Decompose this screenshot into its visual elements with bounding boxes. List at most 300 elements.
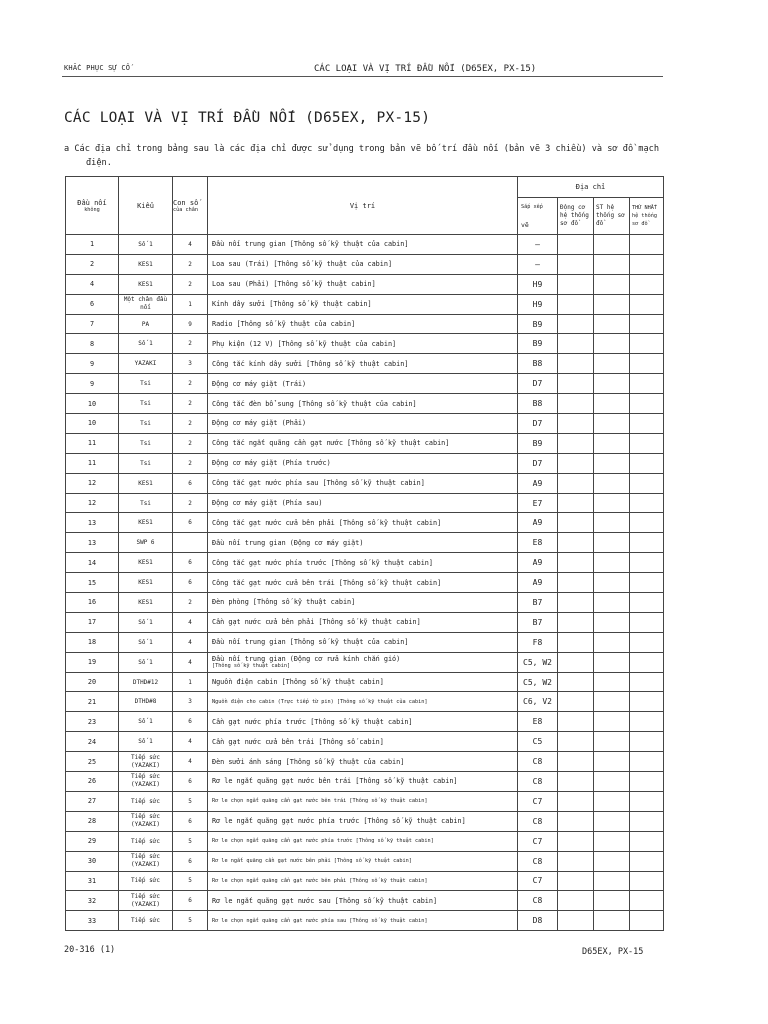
connector-type-cell: Tsi (119, 493, 173, 513)
location-line-2: [Thông số kỹ thuật cabin] (212, 663, 291, 670)
pin-count-cell: 4 (173, 235, 208, 255)
pin-count-cell: 2 (173, 334, 208, 354)
misc-address-cell (630, 831, 664, 851)
table-row (66, 473, 664, 493)
connector-no-cell: 12 (66, 493, 119, 513)
header-address: Địa chỉ (518, 177, 664, 198)
connector-type-cell: KES1 (119, 513, 173, 533)
st-address-cell (594, 394, 630, 414)
misc-address-cell (630, 811, 664, 831)
connector-no-cell: 18 (66, 632, 119, 652)
connector-no-cell: 32 (66, 891, 119, 911)
location-cell: Đầu nối trung gian [Thông số kỹ thuật của cabin] (208, 235, 518, 255)
misc-address-cell (630, 791, 664, 811)
engine-address-cell (558, 553, 594, 573)
layout-address-cell: A9 (518, 513, 558, 533)
misc-address-cell (630, 752, 664, 772)
st-address-cell (594, 732, 630, 752)
connector-no-cell: 10 (66, 394, 119, 414)
st-address-cell (594, 911, 630, 931)
pin-count-cell: 4 (173, 612, 208, 632)
running-header-section: KHẮC PHỤC SỰ CỐ (64, 64, 131, 72)
location-cell: Đầu nối trung gian (Động cơ máy giặt) (208, 533, 518, 553)
location-cell: Rơ le chọn ngắt quãng cần gạt nước bên trái [Thông số kỹ thuật cabin] (208, 791, 518, 811)
engine-address-cell (558, 533, 594, 553)
layout-address-cell: — (518, 235, 558, 255)
st-address-cell (594, 453, 630, 473)
connector-no-cell: 11 (66, 433, 119, 453)
connector-no-cell: 26 (66, 772, 119, 792)
connector-no-cell: 15 (66, 573, 119, 593)
connector-type-cell: KES1 (119, 553, 173, 573)
table-row (66, 513, 664, 533)
connector-no-cell: 13 (66, 513, 119, 533)
location-cell: Cần gạt nước cửa bên trái [Thông số cabin] (208, 732, 518, 752)
engine-address-cell (558, 891, 594, 911)
st-address-cell (594, 493, 630, 513)
location-cell: Rơ le ngắt quãng gạt nước sau [Thông số kỹ thuật cabin] (208, 891, 518, 911)
connector-no-cell: 33 (66, 911, 119, 931)
engine-address-cell (558, 354, 594, 374)
layout-address-cell: C7 (518, 791, 558, 811)
layout-address-cell: E7 (518, 493, 558, 513)
misc-address-cell (630, 394, 664, 414)
engine-address-cell (558, 692, 594, 712)
engine-address-cell (558, 374, 594, 394)
location-cell: Công tắc gạt nước cửa bên trái [Thông số kỹ thuật cabin] (208, 573, 518, 593)
pin-count-cell: 2 (173, 593, 208, 613)
st-address-cell (594, 692, 630, 712)
st-address-cell (594, 632, 630, 652)
engine-address-cell (558, 612, 594, 632)
connector-type-cell: Số 1 (119, 712, 173, 732)
footer-model: D65EX, PX-15 (582, 947, 644, 957)
table-row (66, 851, 664, 871)
location-cell: Kính dây sưởi [Thông số kỹ thuật cabin] (208, 294, 518, 314)
pin-count-cell: 6 (173, 772, 208, 792)
table-row (66, 791, 664, 811)
misc-address-cell (630, 274, 664, 294)
pin-count-cell: 6 (173, 513, 208, 533)
connector-no-cell: 24 (66, 732, 119, 752)
header-layout: Sắp xếp vẽ (518, 198, 558, 235)
location-cell: Phụ kiện (12 V) [Thông số kỹ thuật của cabin] (208, 334, 518, 354)
connector-type-cell: DTHD#12 (119, 672, 173, 692)
connector-type-cell: Tsi (119, 433, 173, 453)
engine-address-cell (558, 791, 594, 811)
st-address-cell (594, 414, 630, 434)
table-row (66, 593, 664, 613)
st-address-cell (594, 672, 630, 692)
layout-address-cell: — (518, 254, 558, 274)
running-header-title: CÁC LOẠI VÀ VỊ TRÍ ĐẦU NỐI (D65EX, PX-15) (314, 64, 537, 74)
layout-address-cell: A9 (518, 553, 558, 573)
engine-address-cell (558, 831, 594, 851)
engine-address-cell (558, 851, 594, 871)
misc-address-cell (630, 593, 664, 613)
intro-note (64, 142, 664, 170)
misc-address-cell (630, 672, 664, 692)
st-address-cell (594, 871, 630, 891)
st-address-cell (594, 274, 630, 294)
engine-address-cell (558, 334, 594, 354)
st-address-cell (594, 254, 630, 274)
connector-type-cell: Tiếp sức (119, 871, 173, 891)
connector-no-cell: 8 (66, 334, 119, 354)
location-cell (208, 652, 518, 672)
layout-address-cell: C6, V2 (518, 692, 558, 712)
table-row (66, 553, 664, 573)
layout-address-cell: H9 (518, 294, 558, 314)
header-rule (62, 76, 663, 77)
layout-address-cell: B9 (518, 334, 558, 354)
table-row (66, 294, 664, 314)
st-address-cell (594, 314, 630, 334)
intro-note-line-1: a Các địa chỉ trong bảng sau là các địa chỉ được sử dụng trong bản vẽ bố trí đầu nối (bản vẽ 3 chiều) và sơ đồ mạch (64, 144, 659, 154)
st-address-cell (594, 752, 630, 772)
layout-address-cell: H9 (518, 274, 558, 294)
layout-address-cell: C8 (518, 891, 558, 911)
layout-address-cell: A9 (518, 573, 558, 593)
layout-address-cell: B9 (518, 314, 558, 334)
location-cell: Công tắc ngắt quãng cần gạt nước [Thông số kỹ thuật cabin] (208, 433, 518, 453)
connector-type-cell: Tsi (119, 374, 173, 394)
pin-count-cell: 3 (173, 692, 208, 712)
intro-note-line-2: điện. (86, 158, 112, 168)
misc-address-cell (630, 632, 664, 652)
connector-type-cell: Tiếp sức (YAZAKI) (119, 891, 173, 911)
table-row (66, 453, 664, 473)
layout-address-cell: E8 (518, 712, 558, 732)
pin-count-cell: 2 (173, 254, 208, 274)
connector-type-cell: Tiếp sức (119, 791, 173, 811)
layout-address-cell: B7 (518, 593, 558, 613)
misc-address-cell (630, 314, 664, 334)
layout-address-cell: C8 (518, 851, 558, 871)
engine-address-cell (558, 453, 594, 473)
connector-type-cell: Số 1 (119, 334, 173, 354)
connector-type-cell: YAZAKI (119, 354, 173, 374)
connector-no-cell: 17 (66, 612, 119, 632)
st-address-cell (594, 235, 630, 255)
layout-address-cell: B7 (518, 612, 558, 632)
table-row (66, 414, 664, 434)
misc-address-cell (630, 612, 664, 632)
pin-count-cell: 6 (173, 891, 208, 911)
table-row (66, 692, 664, 712)
connector-type-cell: Số 1 (119, 612, 173, 632)
connector-no-cell: 11 (66, 453, 119, 473)
location-cell: Công tắc kính dây sưởi [Thông số kỹ thuật cabin] (208, 354, 518, 374)
connector-no-cell: 23 (66, 712, 119, 732)
misc-address-cell (630, 433, 664, 453)
header-connector: Đầu nối không (66, 177, 119, 235)
connector-no-cell: 19 (66, 652, 119, 672)
layout-address-cell: C8 (518, 811, 558, 831)
connector-table (65, 176, 664, 931)
connector-no-cell: 13 (66, 533, 119, 553)
connector-type-cell: Tsi (119, 453, 173, 473)
location-cell: Động cơ máy giặt (Phía sau) (208, 493, 518, 513)
table-row (66, 732, 664, 752)
location-cell: Rơ le chọn ngắt quãng cần gạt nước phía sau [Thông số kỹ thuật cabin] (208, 911, 518, 931)
pin-count-cell: 2 (173, 493, 208, 513)
location-cell: Loa sau (Trái) [Thông số kỹ thuật của cabin] (208, 254, 518, 274)
table-row (66, 672, 664, 692)
pin-count-cell: 1 (173, 672, 208, 692)
table-row (66, 891, 664, 911)
header-engine-system: Động cơ hệ thống sơ đồ (558, 198, 594, 235)
layout-address-cell: B9 (518, 433, 558, 453)
pin-count-cell: 2 (173, 274, 208, 294)
connector-type-cell: Tiếp sức (YAZAKI) (119, 772, 173, 792)
connector-no-cell: 29 (66, 831, 119, 851)
connector-type-cell: KES1 (119, 593, 173, 613)
layout-address-cell: C7 (518, 831, 558, 851)
pin-count-cell: 4 (173, 652, 208, 672)
st-address-cell (594, 334, 630, 354)
table-row (66, 493, 664, 513)
location-cell: Động cơ máy giặt (Phía trước) (208, 453, 518, 473)
st-address-cell (594, 831, 630, 851)
connector-no-cell: 6 (66, 294, 119, 314)
location-cell: Công tắc gạt nước phía sau [Thông số kỹ thuật cabin] (208, 473, 518, 493)
misc-address-cell (630, 473, 664, 493)
location-cell: Công tắc gạt nước phía trước [Thông số kỹ thuật cabin] (208, 553, 518, 573)
pin-count-cell: 2 (173, 374, 208, 394)
misc-address-cell (630, 493, 664, 513)
engine-address-cell (558, 294, 594, 314)
engine-address-cell (558, 811, 594, 831)
st-address-cell (594, 612, 630, 632)
connector-type-cell: Tiếp sức (119, 831, 173, 851)
location-cell: Công tắc gạt nước cửa bên phải [Thông số kỹ thuật cabin] (208, 513, 518, 533)
location-cell: Động cơ máy giặt (Trái) (208, 374, 518, 394)
connector-type-cell: Số 1 (119, 235, 173, 255)
connector-no-cell: 25 (66, 752, 119, 772)
table-row (66, 374, 664, 394)
pin-count-cell: 2 (173, 433, 208, 453)
table-row (66, 811, 664, 831)
connector-type-cell: KES1 (119, 573, 173, 593)
header-st-system: ST hệ thống sơ đồ (594, 198, 630, 235)
location-cell: Loa sau (Phải) [Thông số kỹ thuật cabin] (208, 274, 518, 294)
table-row (66, 632, 664, 652)
connector-no-cell: 21 (66, 692, 119, 712)
table-row (66, 871, 664, 891)
misc-address-cell (630, 513, 664, 533)
pin-count-cell: 2 (173, 414, 208, 434)
layout-address-cell: D8 (518, 911, 558, 931)
connector-type-cell: PA (119, 314, 173, 334)
misc-address-cell (630, 652, 664, 672)
engine-address-cell (558, 652, 594, 672)
st-address-cell (594, 712, 630, 732)
misc-address-cell (630, 732, 664, 752)
misc-address-cell (630, 453, 664, 473)
page-number: 20-316 (1) (64, 945, 116, 955)
engine-address-cell (558, 493, 594, 513)
engine-address-cell (558, 314, 594, 334)
misc-address-cell (630, 294, 664, 314)
misc-address-cell (630, 235, 664, 255)
table-row (66, 314, 664, 334)
connector-no-cell: 28 (66, 811, 119, 831)
st-address-cell (594, 652, 630, 672)
connector-type-cell: KES1 (119, 473, 173, 493)
pin-count-cell: 6 (173, 811, 208, 831)
st-address-cell (594, 374, 630, 394)
misc-address-cell (630, 414, 664, 434)
connector-no-cell: 4 (66, 274, 119, 294)
table-row (66, 334, 664, 354)
location-cell: Cần gạt nước cửa bên phải [Thông số kỹ thuật cabin] (208, 612, 518, 632)
engine-address-cell (558, 593, 594, 613)
table-row (66, 354, 664, 374)
pin-count-cell: 5 (173, 791, 208, 811)
connector-no-cell: 2 (66, 254, 119, 274)
layout-address-cell: D7 (518, 414, 558, 434)
engine-address-cell (558, 752, 594, 772)
layout-address-cell: B8 (518, 354, 558, 374)
pin-count-cell: 2 (173, 394, 208, 414)
pin-count-cell: 1 (173, 294, 208, 314)
engine-address-cell (558, 712, 594, 732)
connector-no-cell: 27 (66, 791, 119, 811)
misc-address-cell (630, 553, 664, 573)
pin-count-cell: 4 (173, 632, 208, 652)
layout-address-cell: A9 (518, 473, 558, 493)
location-cell: Rơ le ngắt quãng gạt nước phía trước [Thông số kỹ thuật cabin] (208, 811, 518, 831)
engine-address-cell (558, 235, 594, 255)
header-type: Kiểu (119, 177, 173, 235)
layout-address-cell: D7 (518, 374, 558, 394)
engine-address-cell (558, 254, 594, 274)
pin-count-cell: 2 (173, 453, 208, 473)
misc-address-cell (630, 374, 664, 394)
connector-type-cell: KES1 (119, 274, 173, 294)
connector-type-cell: Tiếp sức (YAZAKI) (119, 851, 173, 871)
table-row (66, 652, 664, 672)
misc-address-cell (630, 254, 664, 274)
location-cell: Đèn phòng [Thông số kỹ thuật cabin] (208, 593, 518, 613)
layout-address-cell: E8 (518, 533, 558, 553)
location-cell: Rơ le chọn ngắt quãng cần gạt nước bên phải [Thông số kỹ thuật cabin] (208, 871, 518, 891)
engine-address-cell (558, 911, 594, 931)
engine-address-cell (558, 672, 594, 692)
table-row (66, 394, 664, 414)
connector-type-cell: KES1 (119, 254, 173, 274)
pin-count-cell: 6 (173, 473, 208, 493)
pin-count-cell (173, 533, 208, 553)
layout-address-cell: C8 (518, 752, 558, 772)
pin-count-cell: 4 (173, 752, 208, 772)
connector-type-cell: SWP 6 (119, 533, 173, 553)
misc-address-cell (630, 354, 664, 374)
table-row (66, 274, 664, 294)
connector-no-cell: 16 (66, 593, 119, 613)
connector-no-cell: 20 (66, 672, 119, 692)
table-row (66, 911, 664, 931)
engine-address-cell (558, 433, 594, 453)
engine-address-cell (558, 732, 594, 752)
connector-type-cell: Tsi (119, 394, 173, 414)
engine-address-cell (558, 573, 594, 593)
engine-address-cell (558, 394, 594, 414)
layout-address-cell: C5, W2 (518, 672, 558, 692)
engine-address-cell (558, 274, 594, 294)
header-pins: Con số của chân (173, 177, 208, 235)
location-cell: Động cơ máy giặt (Phải) (208, 414, 518, 434)
st-address-cell (594, 354, 630, 374)
engine-address-cell (558, 772, 594, 792)
location-cell: Rơ le ngắt quãng cần gạt nước bên phải [Thông số kỹ thuật cabin] (208, 851, 518, 871)
connector-no-cell: 1 (66, 235, 119, 255)
connector-no-cell: 9 (66, 374, 119, 394)
pin-count-cell: 6 (173, 553, 208, 573)
location-cell: Nguồn điện cho cabin (Trực tiếp từ pin) [Thông số kỹ thuật của cabin] (208, 692, 518, 712)
pin-count-cell: 6 (173, 851, 208, 871)
connector-type-cell: Tiếp sức (YAZAKI) (119, 811, 173, 831)
connector-type-cell: Số 1 (119, 632, 173, 652)
location-cell: Rơ le ngắt quãng gạt nước bên trái [Thông số kỹ thuật cabin] (208, 772, 518, 792)
st-address-cell (594, 513, 630, 533)
misc-address-cell (630, 334, 664, 354)
connector-no-cell: 31 (66, 871, 119, 891)
connector-type-cell: Tiếp sức (YAZAKI) (119, 752, 173, 772)
pin-count-cell: 6 (173, 712, 208, 732)
connector-type-cell: DTHD#8 (119, 692, 173, 712)
layout-address-cell: C5, W2 (518, 652, 558, 672)
location-cell: Công tắc đèn bổ sung [Thông số kỹ thuật của cabin] (208, 394, 518, 414)
layout-address-cell: C7 (518, 871, 558, 891)
engine-address-cell (558, 513, 594, 533)
connector-no-cell: 30 (66, 851, 119, 871)
st-address-cell (594, 593, 630, 613)
st-address-cell (594, 473, 630, 493)
st-address-cell (594, 573, 630, 593)
location-cell: Radio [Thông số kỹ thuật của cabin] (208, 314, 518, 334)
pin-count-cell: 3 (173, 354, 208, 374)
pin-count-cell: 5 (173, 911, 208, 931)
connector-no-cell: 9 (66, 354, 119, 374)
connector-type-cell: Số 1 (119, 652, 173, 672)
misc-address-cell (630, 533, 664, 553)
pin-count-cell: 6 (173, 573, 208, 593)
connector-type-cell: Tsi (119, 414, 173, 434)
layout-address-cell: F8 (518, 632, 558, 652)
layout-address-cell: B8 (518, 394, 558, 414)
table-row (66, 254, 664, 274)
location-line-1: Đầu nối trung gian (Động cơ rửa kính chắn gió) (212, 655, 401, 664)
table-row (66, 235, 664, 255)
layout-address-cell: D7 (518, 453, 558, 473)
pin-count-cell: 4 (173, 732, 208, 752)
header-location: Vị trí (208, 177, 518, 235)
page-title: CÁC LOẠI VÀ VỊ TRÍ ĐẦU NỐI (D65EX, PX-15) (64, 110, 431, 126)
st-address-cell (594, 553, 630, 573)
connector-type-cell: Số 1 (119, 732, 173, 752)
engine-address-cell (558, 632, 594, 652)
table-row (66, 533, 664, 553)
st-address-cell (594, 533, 630, 553)
location-cell: Đầu nối trung gian [Thông số kỹ thuật của cabin] (208, 632, 518, 652)
misc-address-cell (630, 911, 664, 931)
misc-address-cell (630, 851, 664, 871)
engine-address-cell (558, 871, 594, 891)
pin-count-cell: 5 (173, 871, 208, 891)
table-row (66, 752, 664, 772)
